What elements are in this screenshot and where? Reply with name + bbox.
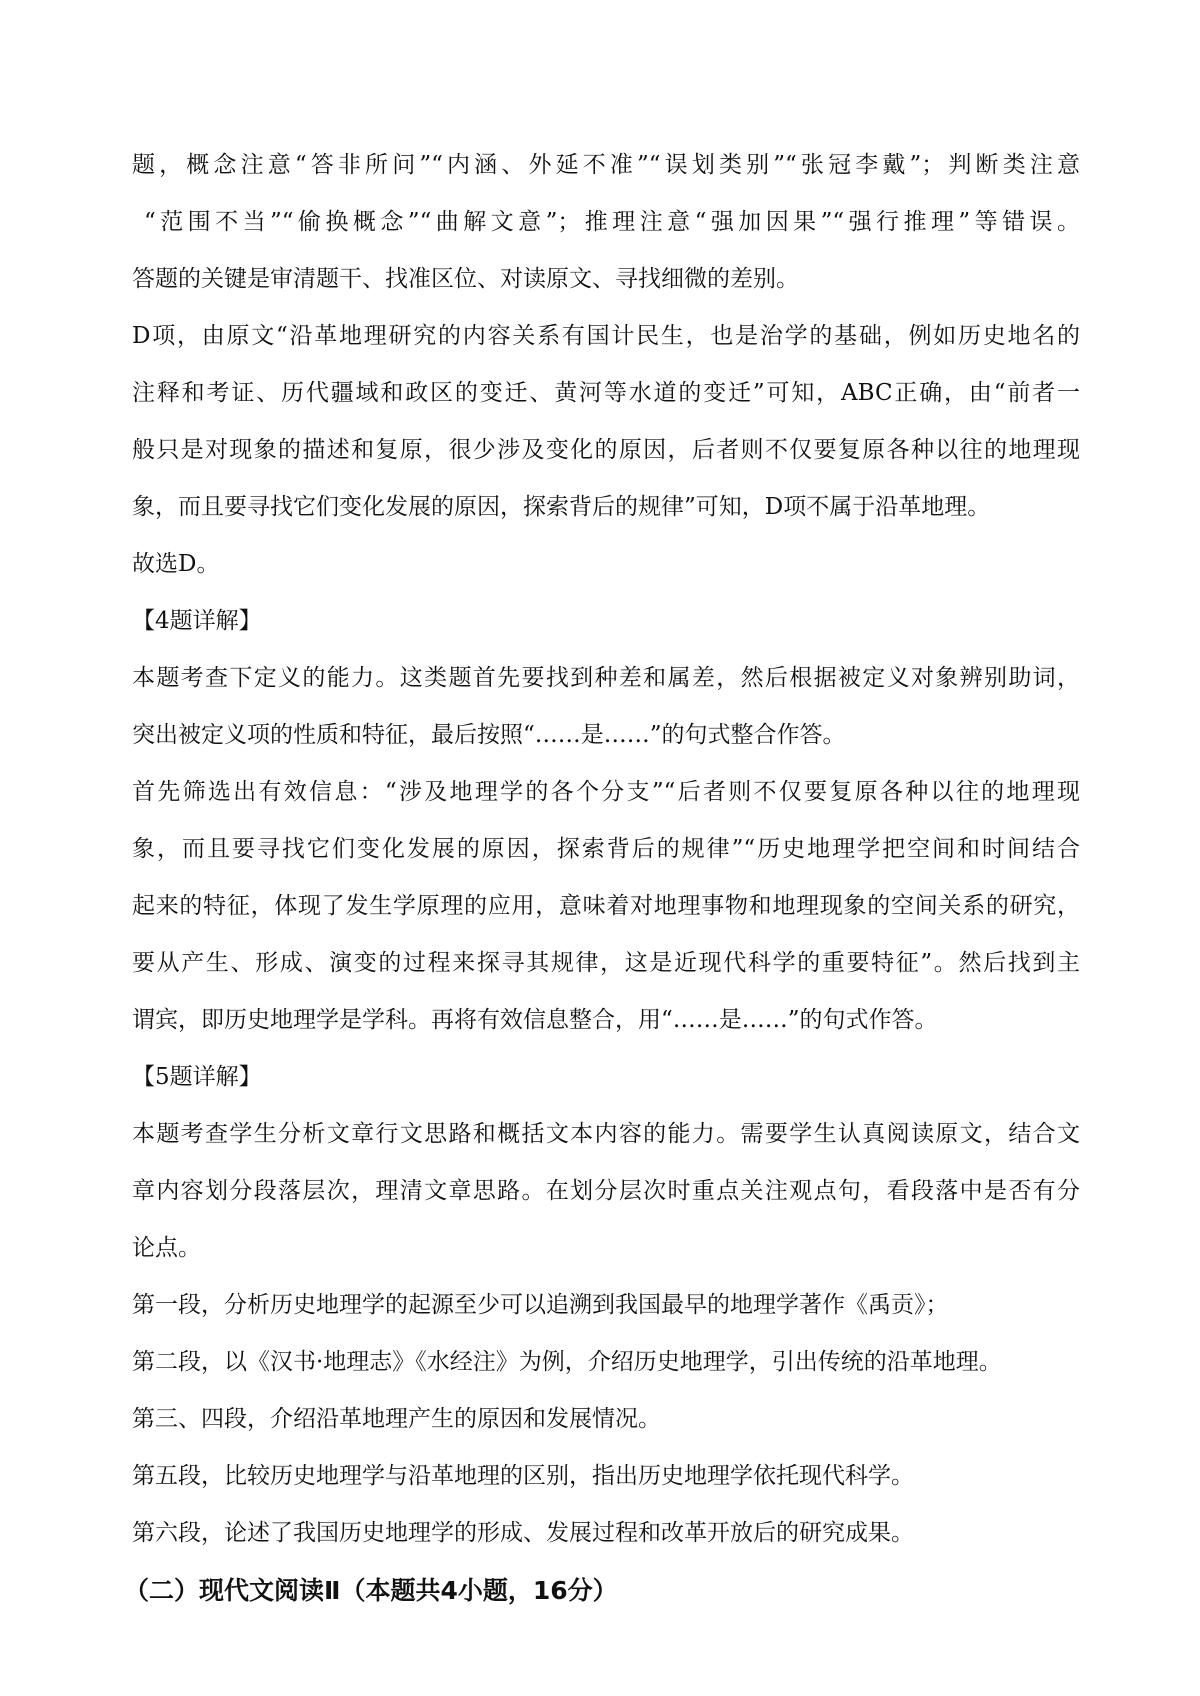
text-lines (132, 137, 1080, 1562)
text-line: 第五段，比较历史地理学与沿革地理的区别，指出历史地理学依托现代科学。 (132, 1463, 914, 1489)
text-line: 本题考查下定义的能力。这类题首先要找到种差和属差，然后根据被定义对象辨别助词， (132, 665, 1080, 691)
text-line: 注释和考证、历代疆域和政区的变迁、黄河等水道的变迁”可知，ABC正确，由“前者一 (132, 380, 1080, 406)
text-line: 【5题详解】 (132, 1064, 262, 1090)
text-line: 首先筛选出有效信息：“涉及地理学的各个分支”“后者则不仅要复原各种以往的地理现 (132, 779, 1080, 805)
text-line: 故选D。 (132, 551, 220, 577)
text-line: 要从产生、形成、演变的过程来探寻其规律，这是近现代科学的重要特征”。然后找到主 (132, 950, 1080, 976)
text-line: 第一段，分析历史地理学的起源至少可以追溯到我国最早的地理学著作《禹贡》； (132, 1292, 949, 1318)
section-heading: （二）现代文阅读Ⅱ（本题共4小题，16分） (124, 1576, 618, 1605)
text-line: D项，由原文“沿革地理研究的内容关系有国计民生，也是治学的基础，例如历史地名的 (132, 323, 1080, 349)
text-line: “范围不当”“偷换概念”“曲解文意”；推理注意“强加因果”“强行推理”等错误。 (144, 209, 1080, 235)
text-line: 本题考查学生分析文章行文思路和概括文本内容的能力。需要学生认真阅读原文，结合文 (132, 1121, 1080, 1147)
text-line: 章内容划分段落层次，理清文章思路。在划分层次时重点关注观点句，看段落中是否有分 (132, 1178, 1080, 1204)
text-line: 象，而且要寻找它们变化发展的原因，探索背后的规律”可知，D项不属于沿革地理。 (132, 494, 991, 520)
text-line: 般只是对现象的描述和复原，很少涉及变化的原因，后者则不仅要复原各种以往的地理现 (132, 437, 1080, 463)
text-line: 第二段，以《汉书·地理志》《水经注》为例，介绍历史地理学，引出传统的沿革地理。 (132, 1349, 1002, 1375)
text-line: 第三、四段，介绍沿革地理产生的原因和发展情况。 (132, 1406, 661, 1432)
text-line: 谓宾，即历史地理学是学科。再将有效信息整合，用“……是……”的句式作答。 (132, 1007, 938, 1033)
document-body (124, 137, 1080, 1619)
text-line: 论点。 (132, 1235, 201, 1261)
text-line: 第六段，论述了我国历史地理学的形成、发展过程和改革开放后的研究成果。 (132, 1520, 914, 1546)
text-line: 答题的关键是审清题干、找准区位、对读原文、寻找细微的差别。 (132, 266, 799, 292)
text-line: 象，而且要寻找它们变化发展的原因，探索背后的规律”“历史地理学把空间和时间结合 (132, 836, 1080, 862)
text-line: 起来的特征，体现了发生学原理的应用，意味着对地理事物和地理现象的空间关系的研究， (132, 893, 1080, 919)
text-line: 突出被定义项的性质和特征，最后按照“……是……”的句式整合作答。 (132, 722, 846, 748)
text-line: 【4题详解】 (132, 608, 262, 634)
text-line: 题，概念注意“答非所问”“内涵、外延不准”“误划类别”“张冠李戴”；判断类注意 (132, 152, 1080, 178)
